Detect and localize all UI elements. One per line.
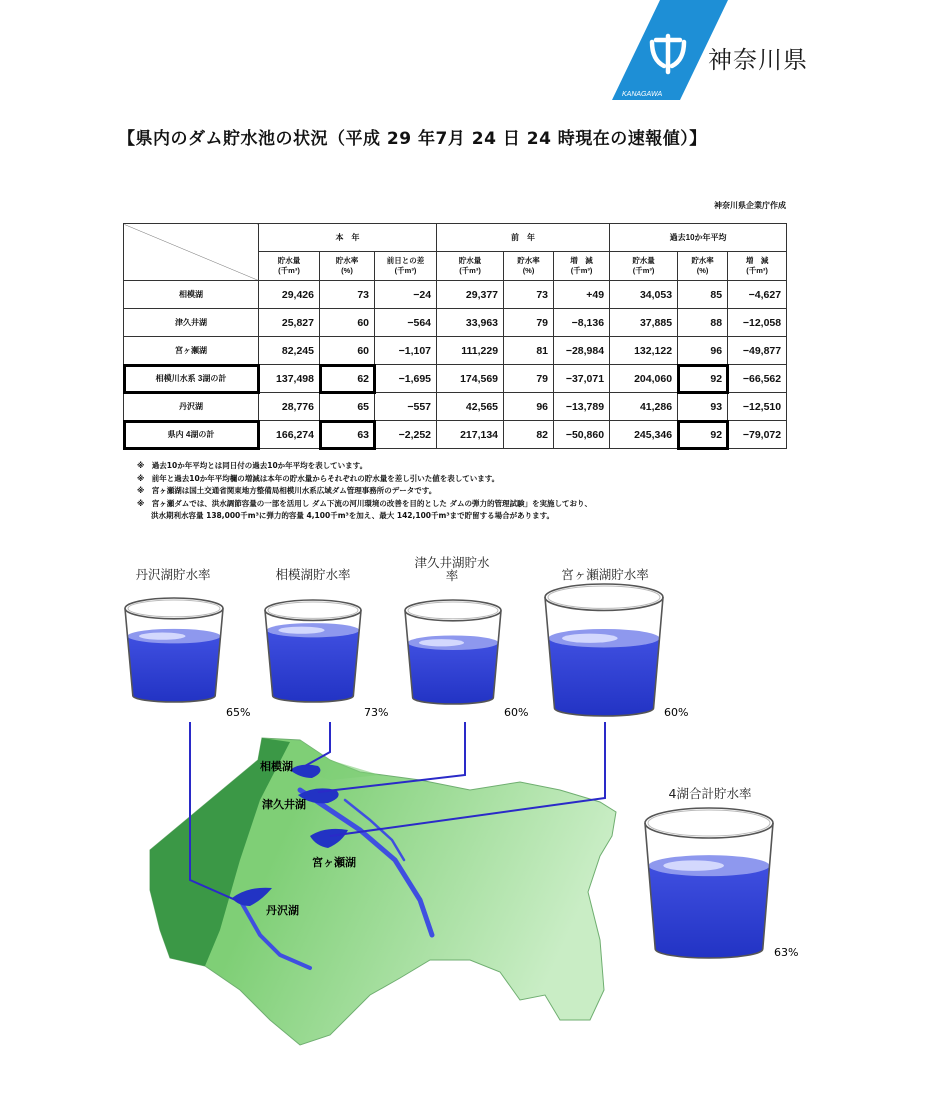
- water-highlight: [562, 634, 618, 643]
- water-highlight: [419, 639, 464, 646]
- page-title: 【県内のダム貯水池の状況（平成 29 年7月 24 日 24 時現在の速報値）】: [118, 129, 707, 149]
- note-line: ※ 前年と過去10か年平均欄の増減は本年の貯水量からそれぞれの貯水量を差し引いた値を表しています。: [137, 473, 500, 483]
- table-cell: −12,058: [728, 309, 787, 337]
- table-cell: +49: [554, 281, 610, 309]
- water-highlight: [139, 632, 186, 639]
- glass-label-tanzawa: 丹沢湖貯水率: [135, 567, 211, 582]
- column-header-unit: (%): [522, 266, 535, 275]
- table-cell: −1,695: [375, 365, 437, 393]
- table-cell: 79: [504, 309, 554, 337]
- column-header-unit: (%): [341, 266, 353, 275]
- column-header-label: 増 減: [745, 256, 769, 265]
- percent-miyagase: 60%: [664, 706, 689, 719]
- table-cell: 111,229: [437, 337, 504, 365]
- glass-rim-inner: [268, 602, 358, 618]
- table-cell: 63: [320, 421, 375, 449]
- table-cell: 60: [320, 309, 375, 337]
- table-cell: 65: [320, 393, 375, 421]
- row-name: 丹沢湖: [124, 393, 259, 421]
- map-label-tsukui: 津久井湖: [262, 798, 306, 811]
- table-cell: −49,877: [728, 337, 787, 365]
- table-cell: 93: [678, 393, 728, 421]
- glass-rim-inner: [548, 586, 660, 608]
- column-header-unit: (%): [696, 266, 709, 275]
- column-header-unit: (千m³): [632, 266, 655, 275]
- column-header-unit: (千m³): [459, 266, 481, 275]
- water-fill: [127, 636, 220, 702]
- table-cell: 245,346: [610, 421, 678, 449]
- column-header-label: 前日との差: [386, 256, 425, 265]
- glass-label-miyagase: 宮ヶ瀬湖貯水率: [561, 567, 649, 582]
- logo-small-text: KANAGAWA: [622, 91, 663, 98]
- table-cell: −66,562: [728, 365, 787, 393]
- column-header-label: 増 減: [570, 256, 593, 265]
- water-highlight: [278, 627, 324, 634]
- row-name: 相模川水系 3湖の計: [124, 365, 259, 393]
- note-line: 洪水期利水容量 138,000千m³に弾力的容量 4,100千m³を加え、最大 142,100千m³まで貯留する場合があります。: [151, 511, 555, 520]
- column-header-label: 貯水率: [335, 256, 359, 265]
- group-header-this-year: 本 年: [259, 224, 437, 252]
- column-header-label: 貯水量: [458, 256, 482, 265]
- table-cell: −28,984: [554, 337, 610, 365]
- note-line: ※ 過去10か年平均とは同日付の過去10か年平均を表しています。: [137, 461, 368, 470]
- table-cell: 85: [678, 281, 728, 309]
- table-cell: 73: [504, 281, 554, 309]
- water-fill: [648, 866, 769, 958]
- table-cell: 137,498: [259, 365, 320, 393]
- table-cell: 73: [320, 281, 375, 309]
- table-cell: 96: [504, 393, 554, 421]
- group-header-last-year: 前 年: [437, 224, 610, 252]
- glass-rim: [545, 584, 663, 610]
- glass-sagami: [265, 600, 361, 702]
- table-cell: 81: [504, 337, 554, 365]
- group-header-10yr-avg: 過去10か年平均: [610, 224, 787, 252]
- table-cell: −50,860: [554, 421, 610, 449]
- percent-tanzawa: 65%: [226, 706, 251, 719]
- glass-rim: [265, 600, 361, 620]
- table-cell: −79,072: [728, 421, 787, 449]
- table-cell: −8,136: [554, 309, 610, 337]
- table-cell: 82: [504, 421, 554, 449]
- table-cell: 217,134: [437, 421, 504, 449]
- table-cell: 204,060: [610, 365, 678, 393]
- column-header-label: 貯水量: [632, 256, 655, 265]
- table-cell: 166,274: [259, 421, 320, 449]
- table-cell: 82,245: [259, 337, 320, 365]
- table-cell: −557: [375, 393, 437, 421]
- water-fill: [267, 630, 359, 702]
- table-cell: 79: [504, 365, 554, 393]
- column-header-label: 貯水率: [517, 256, 540, 265]
- glass-tsukui: [405, 600, 501, 704]
- table-cell: −24: [375, 281, 437, 309]
- row-name: 県内 4湖の計: [124, 421, 259, 449]
- water-fill: [408, 643, 498, 704]
- table-cell: 33,963: [437, 309, 504, 337]
- glass-label-tsukui: 津久井湖貯水率: [414, 555, 490, 583]
- row-name: 相模湖: [124, 281, 259, 309]
- glass-rim: [405, 600, 501, 621]
- glass-label-total: 4湖合計貯水率: [668, 786, 752, 801]
- table-cell: 132,122: [610, 337, 678, 365]
- percent-sagami: 73%: [364, 706, 389, 719]
- row-name: 宮ヶ瀬湖: [124, 337, 259, 365]
- percent-total: 63%: [774, 946, 799, 959]
- column-header-unit: (千m³): [570, 266, 593, 275]
- glass-label-sagami: 相模湖貯水率: [275, 567, 351, 582]
- table-cell: −564: [375, 309, 437, 337]
- table-cell: 96: [678, 337, 728, 365]
- table-cell: −13,789: [554, 393, 610, 421]
- table-cell: 92: [678, 365, 728, 393]
- table-cell: 92: [678, 421, 728, 449]
- map-label-sagami: 相模湖: [260, 760, 293, 773]
- water-highlight: [663, 860, 724, 871]
- table-cell: 62: [320, 365, 375, 393]
- water-fill: [548, 638, 659, 716]
- table-cell: −12,510: [728, 393, 787, 421]
- prefecture-name: 神奈川県: [708, 46, 808, 74]
- table-cell: 41,286: [610, 393, 678, 421]
- table-cell: 37,885: [610, 309, 678, 337]
- column-header-label: 貯水率: [691, 256, 714, 265]
- table-cell: −4,627: [728, 281, 787, 309]
- column-header-unit: (千m³): [746, 266, 768, 275]
- column-header-unit: (千m³): [394, 266, 417, 275]
- table-cell: 29,377: [437, 281, 504, 309]
- table-cell: 60: [320, 337, 375, 365]
- glass-rim-inner: [128, 600, 220, 617]
- glass-rim-inner: [648, 810, 770, 836]
- glass-rim: [645, 808, 773, 838]
- column-header-unit: (千m³): [278, 266, 300, 275]
- note-line: ※ 宮ヶ瀬湖は国土交通省関東地方整備局相模川水系広域ダム管理事務所のデータです。: [137, 486, 437, 495]
- table-cell: 29,426: [259, 281, 320, 309]
- glass-total: [645, 808, 773, 958]
- table-cell: −2,252: [375, 421, 437, 449]
- glass-miyagase: [545, 584, 663, 716]
- author-credit: 神奈川県企業庁作成: [714, 201, 786, 210]
- table-cell: 88: [678, 309, 728, 337]
- table-cell: 174,569: [437, 365, 504, 393]
- table-cell: 25,827: [259, 309, 320, 337]
- table-cell: 34,053: [610, 281, 678, 309]
- map-label-miyagase: 宮ヶ瀬湖: [312, 856, 356, 869]
- note-line: ※ 宮ヶ瀬ダムでは、洪水調節容量の一部を活用し ダム下流の河川環境の改善を目的とした ダムの弾力的管理試験」を実施しており、: [137, 498, 593, 508]
- map-label-tanzawa: 丹沢湖: [266, 904, 299, 917]
- row-name: 津久井湖: [124, 309, 259, 337]
- table-cell: −37,071: [554, 365, 610, 393]
- column-header-label: 貯水量: [277, 256, 301, 265]
- table-cell: 28,776: [259, 393, 320, 421]
- table-cell: 42,565: [437, 393, 504, 421]
- table-cell: −1,107: [375, 337, 437, 365]
- glass-rim-inner: [408, 602, 498, 619]
- percent-tsukui: 60%: [504, 706, 529, 719]
- glass-rim: [125, 598, 223, 619]
- glass-tanzawa: [125, 598, 223, 702]
